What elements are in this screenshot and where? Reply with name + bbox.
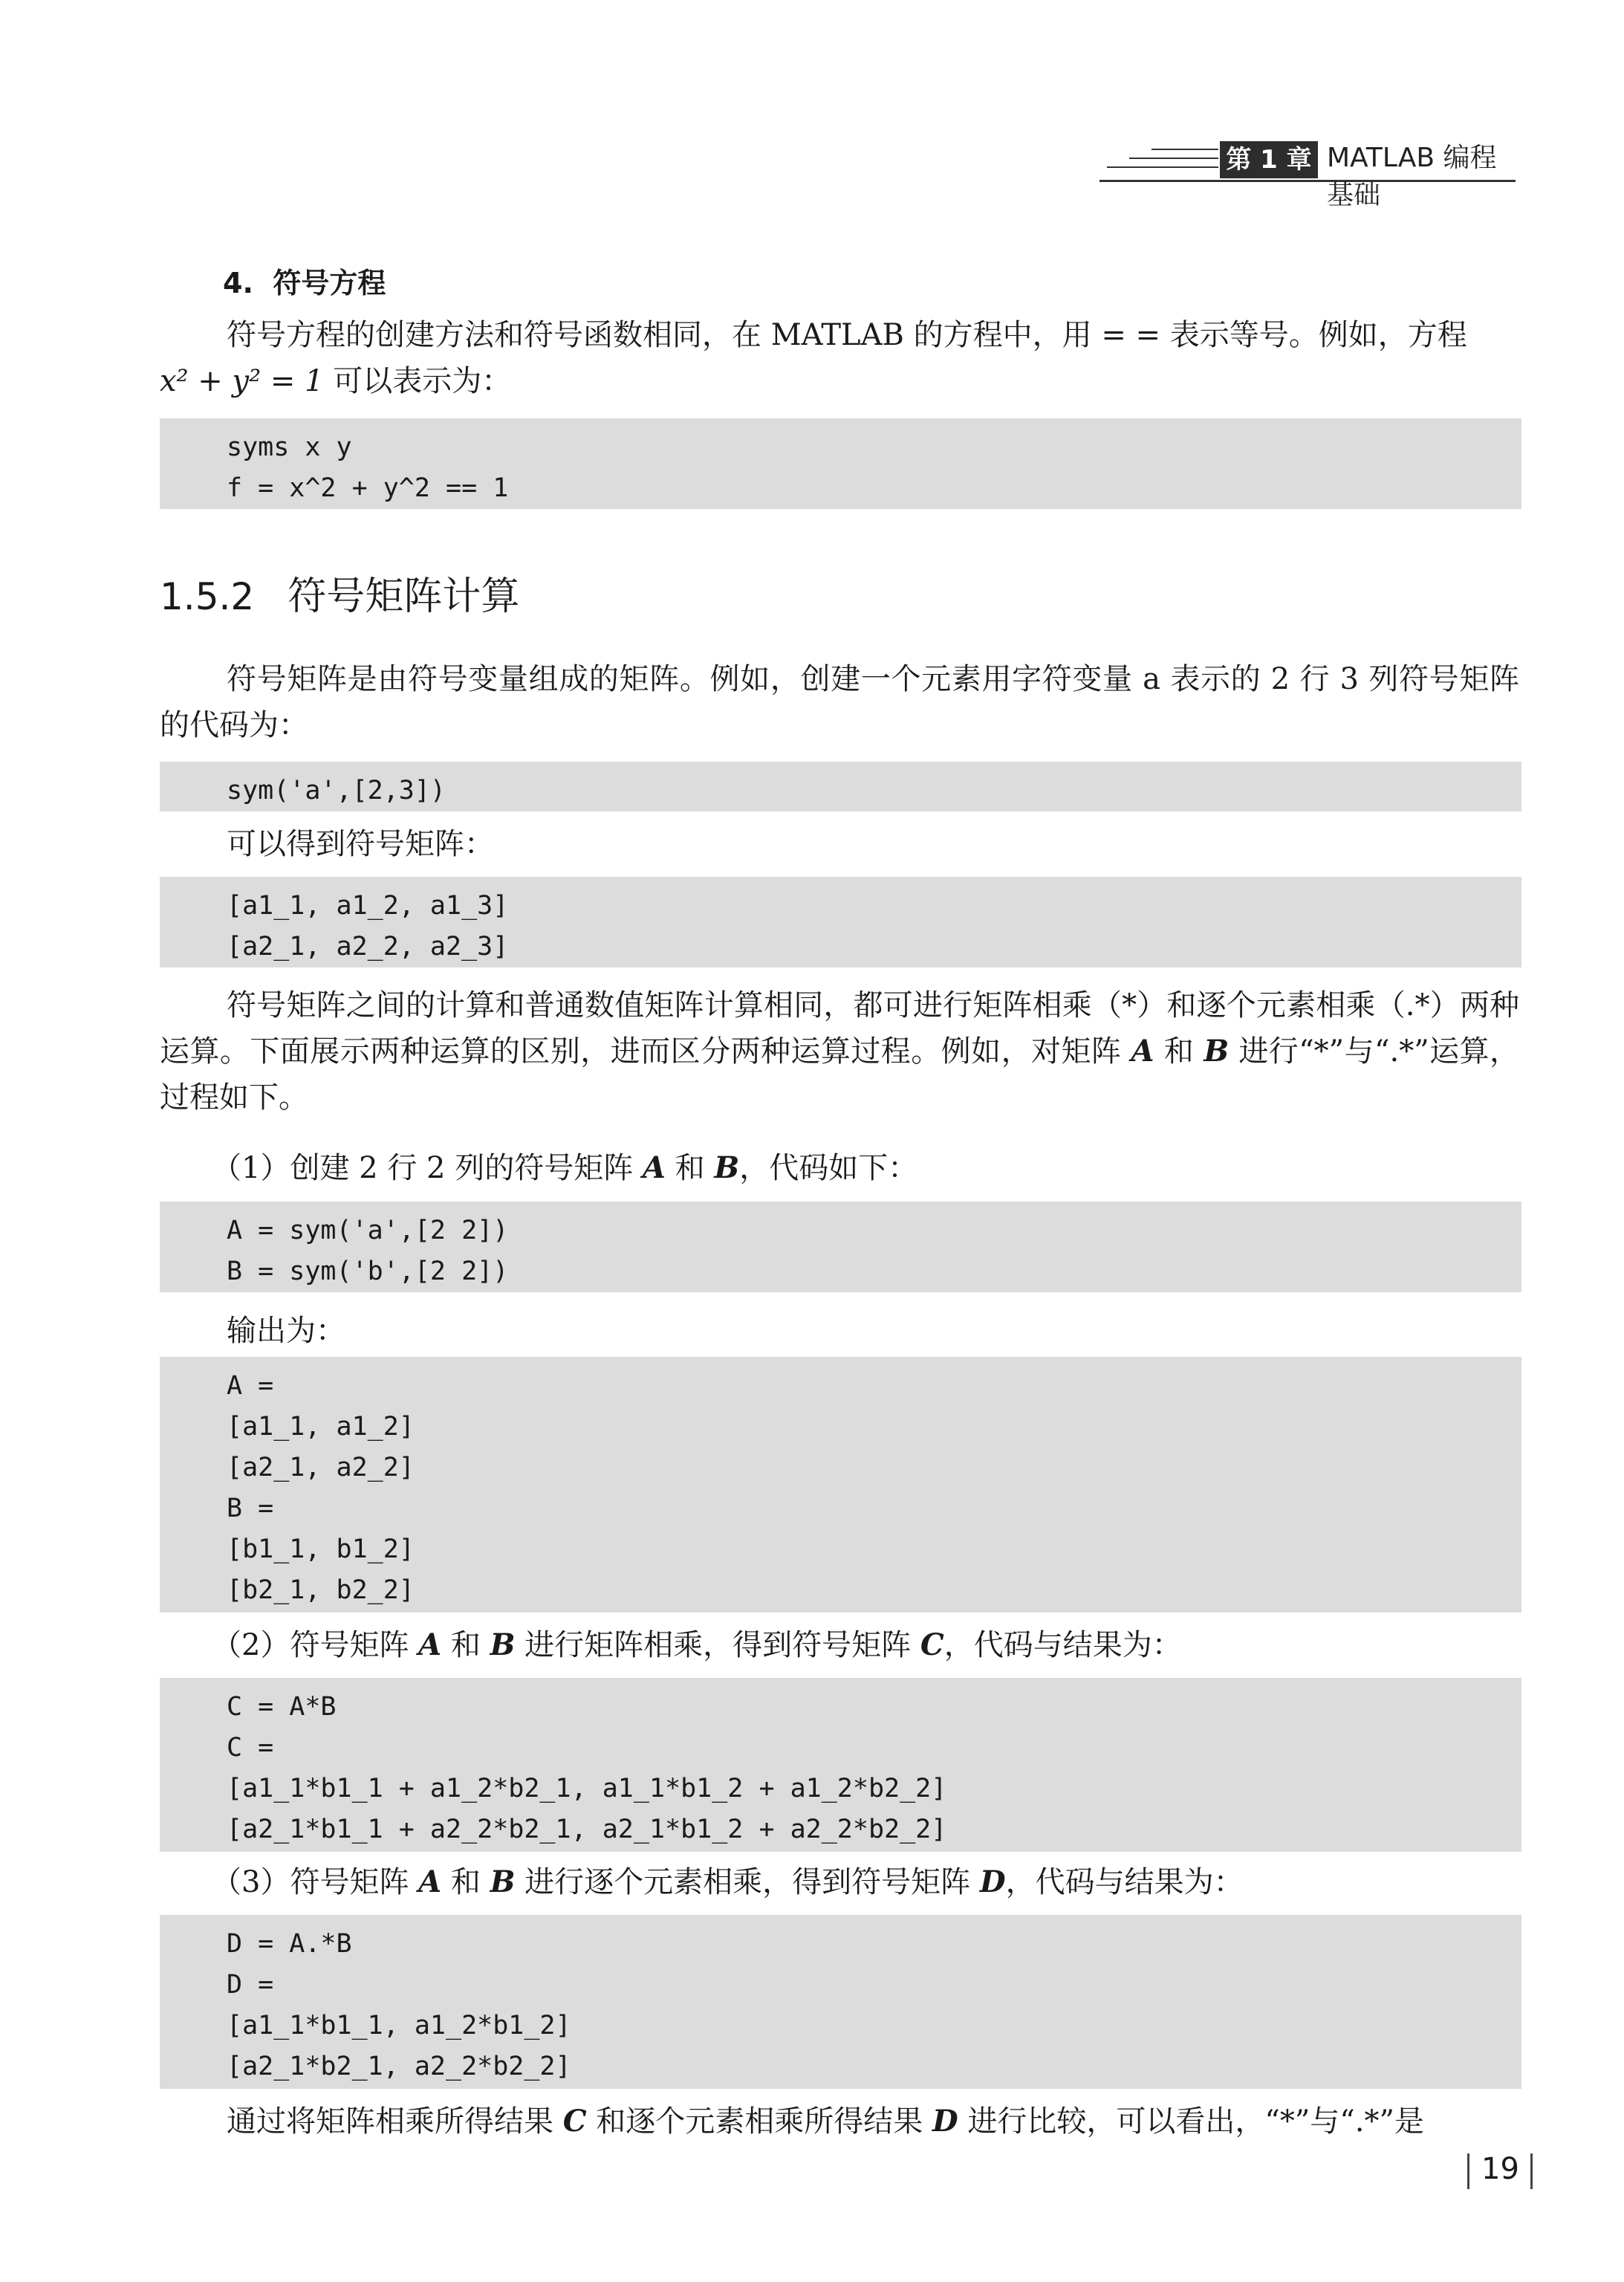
matrix-symbol: B bbox=[714, 1150, 740, 1185]
header-rule-short bbox=[1129, 158, 1218, 159]
paragraph-text: 可以表示为： bbox=[333, 364, 512, 398]
code-block bbox=[160, 1678, 1521, 1852]
paragraph-matrix-intro: 符号矩阵是由符号变量组成的矩阵。例如，创建一个元素用字符变量 a 表示的 2 行 3 列符号矩阵的代码为： bbox=[160, 662, 1519, 742]
step-1 bbox=[160, 1145, 1519, 1191]
subsection-heading bbox=[223, 260, 386, 301]
section-number: 1.5.2 bbox=[160, 575, 255, 618]
step-3 bbox=[160, 1859, 1519, 1905]
matrix-symbol: D bbox=[932, 2104, 958, 2139]
paragraph-text: 进行“*”与“.*”运算，过程如下。 bbox=[160, 1034, 1519, 1115]
step-text: ，代码与结果为： bbox=[1005, 1865, 1244, 1899]
section-heading bbox=[160, 565, 519, 620]
paragraph-symbolic-equation bbox=[160, 312, 1519, 404]
page-number-bar-left bbox=[1467, 2153, 1469, 2189]
running-header bbox=[1100, 134, 1516, 210]
page-number-bar-right bbox=[1530, 2153, 1533, 2189]
code-line: syms x y bbox=[227, 432, 352, 462]
step-text: （3）符号矩阵 bbox=[212, 1865, 419, 1899]
matrix-symbol: D bbox=[979, 1864, 1006, 1899]
code-line: [b1_1, b1_2] bbox=[227, 1534, 415, 1564]
matrix-symbol: A bbox=[418, 1864, 442, 1899]
paragraph-text: 和逐个元素相乘所得结果 bbox=[586, 2104, 932, 2139]
code-line: [a1_1, a1_2, a1_3] bbox=[227, 891, 509, 921]
code-block bbox=[160, 418, 1521, 509]
paragraph-text: 符号矩阵之间的计算和普通数值矩阵计算相同，都可进行矩阵相乘（*）和逐个元素相乘（.*）两种运算。下面展示两种运算的区别，进而区分两种运算过程。例如，对矩阵 bbox=[160, 988, 1519, 1069]
matrix-symbol: C bbox=[920, 1627, 944, 1662]
paragraph-text: 通过将矩阵相乘所得结果 bbox=[227, 2104, 563, 2139]
paragraph-line: 符号方程的创建方法和符号函数相同，在 MATLAB 的方程中，用 = = 表示等号。例如，方程 bbox=[227, 318, 1467, 352]
step-2 bbox=[160, 1622, 1519, 1668]
matrix-symbol: A bbox=[418, 1627, 442, 1662]
code-block bbox=[160, 1915, 1521, 2089]
code-block bbox=[160, 1202, 1521, 1292]
page-number: 19 bbox=[1481, 2152, 1519, 2186]
matrix-symbol: B bbox=[490, 1864, 516, 1899]
step-text: 和 bbox=[665, 1151, 715, 1185]
code-line: A = sym('a',[2 2]) bbox=[227, 1216, 509, 1245]
step-text: 和 bbox=[441, 1865, 490, 1899]
paragraph-operations bbox=[160, 982, 1519, 1121]
code-line: [a2_1*b2_1, a2_2*b2_2] bbox=[227, 2052, 571, 2081]
step-text: 和 bbox=[441, 1628, 490, 1662]
code-line: [a2_1, a2_2] bbox=[227, 1453, 415, 1482]
step-text: 进行逐个元素相乘，得到符号矩阵 bbox=[515, 1865, 980, 1899]
code-line: [a1_1*b1_1, a1_2*b1_2] bbox=[227, 2011, 571, 2040]
code-line: D = A.*B bbox=[227, 1929, 352, 1959]
chapter-title: MATLAB 编程基础 bbox=[1327, 143, 1497, 210]
paragraph-line bbox=[160, 358, 1519, 404]
code-block bbox=[160, 1357, 1521, 1612]
step-text: ，代码与结果为： bbox=[943, 1628, 1182, 1662]
header-rule-short bbox=[1152, 149, 1218, 150]
code-line: [b2_1, b2_2] bbox=[227, 1575, 415, 1605]
matrix-symbol: B bbox=[490, 1627, 516, 1662]
section-title: 符号矩阵计算 bbox=[288, 574, 520, 619]
code-line: f = x^2 + y^2 == 1 bbox=[227, 473, 509, 503]
subsection-title: 符号方程 bbox=[273, 267, 386, 299]
matrix-symbol: A bbox=[1131, 1034, 1154, 1069]
matrix-symbol: B bbox=[1204, 1034, 1230, 1069]
code-line: D = bbox=[227, 1970, 274, 2000]
code-line: C = bbox=[227, 1733, 274, 1763]
paragraph-text: 进行比较，可以看出，“*”与“.*”是 bbox=[958, 2104, 1424, 2139]
code-line: [a1_1*b1_1 + a1_2*b2_1, a1_1*b1_2 + a1_2*b2_2] bbox=[227, 1774, 947, 1803]
code-line: [a2_1, a2_2, a2_3] bbox=[227, 932, 509, 962]
code-line: [a1_1, a1_2] bbox=[227, 1412, 415, 1442]
step-text: 进行矩阵相乘，得到符号矩阵 bbox=[515, 1628, 920, 1662]
paragraph-get-matrix: 可以得到符号矩阵： bbox=[227, 827, 494, 861]
code-line: A = bbox=[227, 1371, 274, 1401]
step-text: ，代码如下： bbox=[739, 1151, 918, 1185]
header-rule-short bbox=[1107, 166, 1218, 168]
chapter-label: 第 1 章 bbox=[1220, 141, 1318, 178]
step-text: （1）创建 2 行 2 列的符号矩阵 bbox=[212, 1151, 643, 1185]
paragraph-text: 和 bbox=[1154, 1034, 1204, 1069]
code-line: [a2_1*b1_1 + a2_2*b2_1, a2_1*b1_2 + a2_2*b2_2] bbox=[227, 1815, 947, 1844]
code-line: B = sym('b',[2 2]) bbox=[227, 1257, 509, 1286]
paragraph-output: 输出为： bbox=[227, 1314, 345, 1348]
paragraph-compare bbox=[160, 2098, 1519, 2145]
code-line: sym('a',[2,3]) bbox=[227, 776, 446, 805]
subsection-number: 4. bbox=[223, 267, 253, 299]
step-text: （2）符号矩阵 bbox=[212, 1628, 419, 1662]
equation: x² + y² = 1 bbox=[160, 364, 324, 398]
code-line: B = bbox=[227, 1494, 274, 1523]
code-block bbox=[160, 762, 1521, 811]
matrix-symbol: A bbox=[642, 1150, 666, 1185]
code-line: C = A*B bbox=[227, 1692, 337, 1722]
matrix-symbol: C bbox=[562, 2104, 587, 2139]
code-block bbox=[160, 877, 1521, 967]
